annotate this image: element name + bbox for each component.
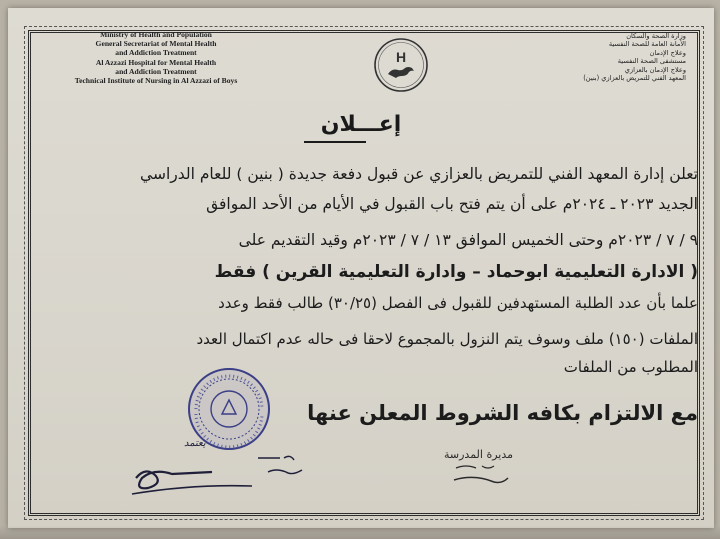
document-sheet bbox=[8, 8, 714, 528]
header-ar-line: الأمانة العامة للصحة النفسية bbox=[608, 40, 686, 49]
header-en-line: Al Azzazi Hospital for Mental Health bbox=[95, 57, 217, 67]
body-line-4: ( الادارة التعليمية ابوحماد – وادارة التعليمية القرين ) فقط bbox=[214, 262, 698, 282]
header-en-line: and Addiction Treatment bbox=[115, 66, 197, 76]
announcement-title: إعـــلان bbox=[320, 112, 402, 137]
principal-signature-icon bbox=[448, 460, 528, 488]
principal-label: مديرة المدرسة bbox=[444, 448, 514, 461]
header-arabic bbox=[491, 32, 686, 82]
header-en-line: Technical Institute of Nursing in Al Azzazi of Boys bbox=[74, 76, 238, 86]
header-en-line: General Secretariat of Mental Health bbox=[95, 39, 217, 49]
header-ar-line: المعهد الفني للتمريض بالعزازي (بنين) bbox=[583, 74, 686, 83]
body-line-5: علما بأن عدد الطلبة المستهدفين للقبول فى الفصل (٣٠/٢٥) طالب فقط وعدد bbox=[218, 294, 698, 312]
title-underline bbox=[304, 141, 366, 143]
closing-line: مع الالتزام بكافه الشروط المعلن عنها bbox=[307, 401, 698, 425]
header-ar-line: مستشفى الصحة النفسية bbox=[617, 57, 686, 66]
body-line-1: تعلن إدارة المعهد الفني للتمريض بالعزازي عن قبول دفعة جديدة ( بنين ) للعام الدراسي bbox=[140, 165, 698, 183]
header-ar-line: وعلاج الإدمان بالعزازي bbox=[624, 65, 686, 74]
approval-signature-icon bbox=[128, 436, 328, 506]
header-en-line: Ministry of Health and Population bbox=[100, 30, 212, 39]
institute-logo-icon bbox=[366, 36, 436, 94]
header-ar-line: وعلاج الإدمان bbox=[649, 48, 686, 57]
body-line-7: المطلوب من الملفات bbox=[563, 358, 698, 376]
body-line-6: الملفات (١٥٠) ملف وسوف يتم النزول بالمجموع لاحقا فى حاله عدم اكتمال العدد bbox=[196, 330, 698, 348]
photo-shadow bbox=[0, 525, 720, 539]
body-line-2: الجديد ٢٠٢٣ ـ ٢٠٢٤م على أن يتم فتح باب القبول في الأيام من الأحد الموافق bbox=[206, 195, 698, 213]
body-line-3: ٩ / ٧ / ٢٠٢٣م وحتى الخميس الموافق ١٣ / ٧ / ٢٠٢٣م وقيد التقديم على bbox=[238, 231, 698, 249]
header-en-line: and Addiction Treatment bbox=[115, 48, 197, 58]
logo-letter: H bbox=[395, 49, 407, 65]
header-english bbox=[36, 30, 276, 85]
header-ar-line: وزارة الصحة والسكان bbox=[626, 32, 686, 40]
approval-label: يعتمد bbox=[184, 438, 206, 449]
